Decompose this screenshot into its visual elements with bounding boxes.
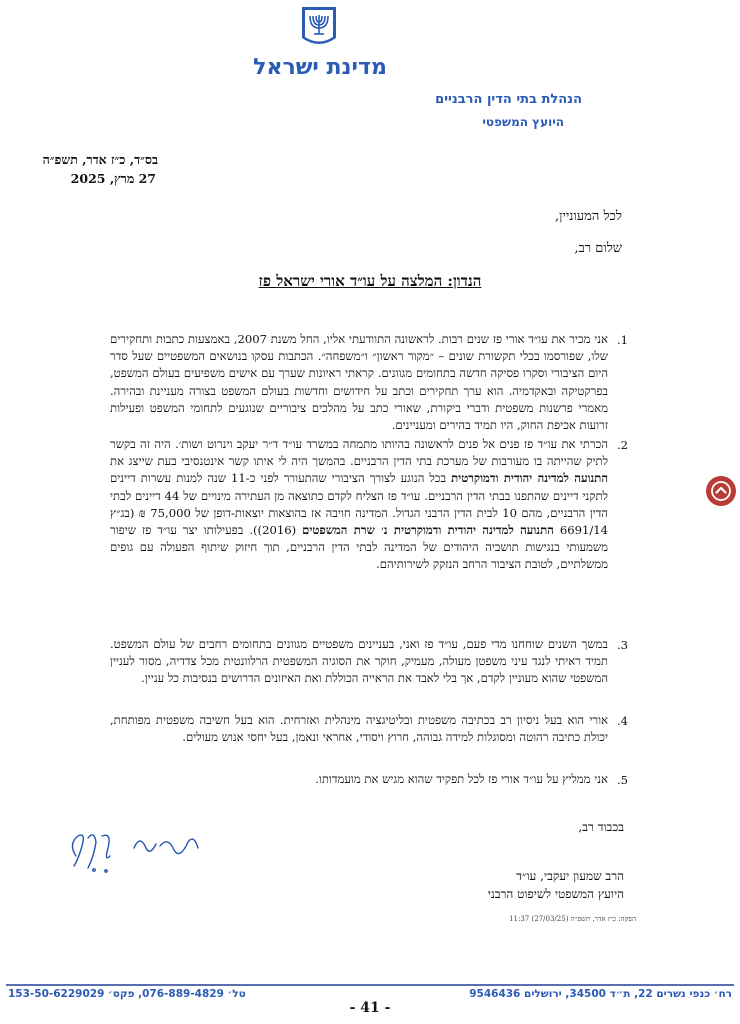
office-name: היועץ המשפטי — [482, 115, 564, 129]
letter-subject: הנדון: המלצה על עו״ד אורי ישראל פז — [258, 272, 482, 290]
greeting-hello: שלום רב, — [574, 241, 622, 256]
regards: בכבוד רב, — [578, 820, 624, 834]
paragraph-1: אני מכיר את עו״ד אורי פז שנים רבות. לראשונה התוודעתי אליו, החל משנת 2007, באמצעות כתבות ותחקירים שלו, שפורסמו בכלי תקשורת שונים – ״מקור ראשון״ ו״משפחה״. הכתבות עסקו בנושאים המשפטיים שעל סדר היום הציבורי וסקרו פסיקה חדשה בתחומים מגוונים. קראתי ראיונות שערך עם אישים משפיעים בעולם המשפט, בפרקטיקה ובאקדמיה. הוא ערך תחקירים וכתב על חידושים וחדשות בעולם המשפט בצורה מעניינת ובהירה. מאמרי פרשנות משפטית ודברי ביקורת, שאורי כתב על מהלכים ציבוריים שנוגעים לתחומי המשפט ופעילות זרועות אכיפת החוק, היו תמיד בהירים ומעניינים. — [110, 332, 608, 433]
page-number: - 41 - — [349, 1000, 391, 1016]
paragraph-number: .1 — [616, 333, 628, 347]
scroll-to-top-button[interactable] — [706, 476, 736, 506]
paragraph-number: .2 — [616, 438, 628, 452]
paragraph-number: .5 — [616, 773, 628, 787]
paragraph-5: אני ממליץ על עו״ד אורי פז לכל תפקיד שהוא מגיש את מועמדותו. — [315, 772, 608, 786]
footer-address: רח׳ כנפי נשרים 22, ת״ד 34500, ירושלים 9546436 — [469, 988, 732, 1000]
paragraph-number: .4 — [616, 714, 628, 728]
bold-case-name: התנועה למדינה יהודית ודמוקרטית נ׳ שרת המשפטים — [302, 523, 554, 538]
signer-name: הרב שמעון יעקבי, עו״ד — [516, 869, 624, 883]
arrow-up-circle-icon — [710, 480, 732, 502]
signer-title: היועץ המשפטי לשיפוט הרבני — [487, 887, 624, 901]
paragraph-3: במשך השנים שוחחנו מדי פעם, עו״ד פז ואני, בעניינים משפטיים מגוונים בתחומים רחבים של עולם המשפט. תמיד ראיתי לנגד עיני משפטן מעולה, מעמיק, חוקר את הסוגיה המשפטית הרלוונטית מכל צדדיה, מסור לעניין המשפטי שהוא מעוניין לקדם, אך בלי לאבד את הראייה הכוללת ואת האיזונים הדרושים בנסיבות כל עניין. — [110, 637, 608, 686]
footer-divider — [6, 984, 734, 986]
paragraph-2: הכרתי את עו״ד פז פנים אל פנים לראשונה בהיותו מתמחה במשרד עו״ד ד״ר יעקב וינרוט ושות׳. היה זה בקשר לתיק שהייתה בו מעורבות של מערכת בתי הדין הרבניים. בהמשך היה לי איתו קשר אינטנסיבי בעת שייצג את התנועה למדינה יהודית ודמוקרטית בכל הנוגע לצורך הציבורי שהתעורר לפני כ-11 שנה למנות עשרות דיינים לתקני דיינים שהתפנו בבתי הדין הרבניים. עו״ד פז הצליח לקדם כתוצאה מן העתירה מינויים של 44 דיינים לבתי הדין הרבניים, מהם 10 לבית הדין הרבני הגדול. המדינה חויבה אז בהוצאות יוצאות-דופן של 75,000 ₪ (בג״ץ 6691/14 התנועה למדינה יהודית ודמוקרטית נ׳ שרת המשפטים (2016)). בפעילותו יצר עו״ד פז שיפור משמעותי בנגישות תושביה היהודים של המדינה לבתי הדין הרבניים, תוך חיזוק שיתוף הפעולה עם גופים ממשלתיים, לטובת הציבור הרחב הנזקק לשירותיהם. — [110, 437, 608, 572]
hebrew-date: בס״ד, כ״ז אדר, תשפ״ה — [42, 152, 158, 167]
bold-organization-name: התנועה למדינה יהודית ודמוקרטית — [451, 471, 608, 486]
state-emblem-icon — [299, 4, 339, 50]
paragraph-4: אורי הוא בעל ניסיון רב בכתיבה משפטית ובליטיגציה מינהלית ואזרחית. הוא בעל חשיבה משפטית מפותחת, יכולת כתיבה רהוטה ומסוגלות למידה גבוהה, חרוץ ויסודי, אחראי ונאמן, בעל יחסי אנוש מעולים. — [110, 713, 608, 745]
gregorian-date: 27 מרץ, 2025 — [70, 171, 156, 186]
paragraph-number: .3 — [616, 638, 628, 652]
print-stamp: הפקה: כ״ז אדר, תשפ״ה (27/03/25) 11:37 — [509, 915, 636, 923]
footer-phones: טל׳ 076-889-4829, פקס׳ 153-50-6229029 — [8, 988, 246, 1000]
state-name: מדינת ישראל — [253, 55, 387, 80]
department-name: הנהלת בתי הדין הרבניים — [435, 92, 582, 107]
handwritten-signature — [64, 826, 214, 874]
greeting-to: לכל המעוניין, — [554, 209, 622, 224]
